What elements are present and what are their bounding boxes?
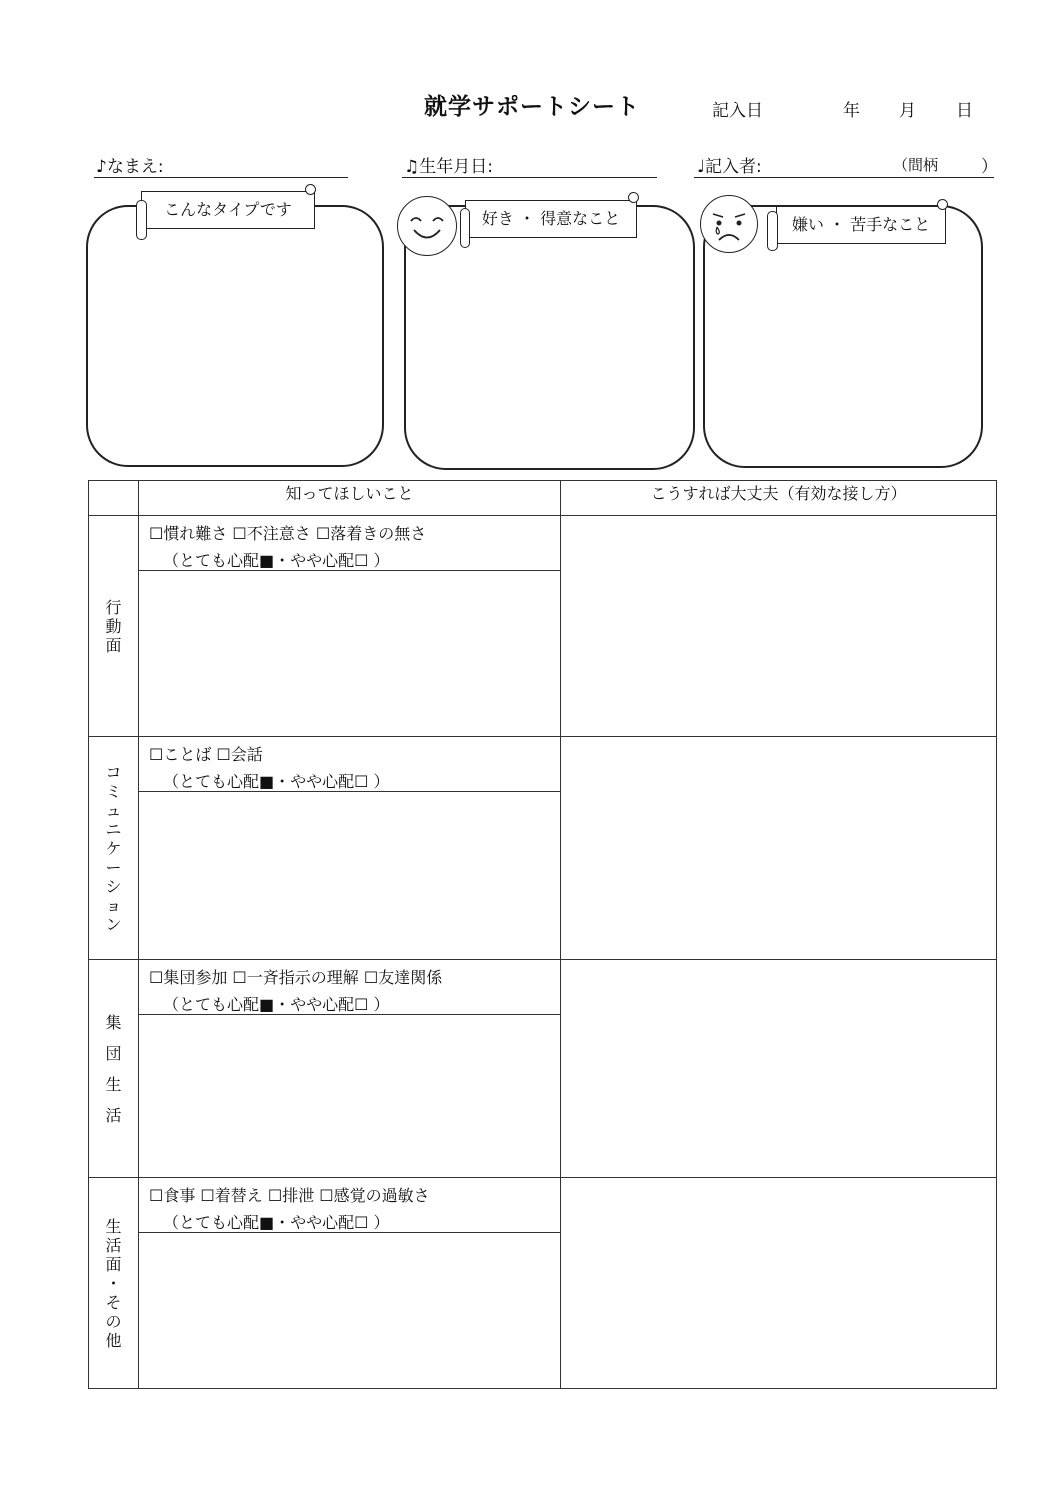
category-char: ョ: [105, 895, 122, 915]
checkbox-options[interactable]: ☐集団参加 ☐一斉指示の理解 ☐友達関係: [149, 968, 443, 987]
category-char: の: [105, 1311, 122, 1331]
worry-level[interactable]: （とても心配■・やや心配☐ ）: [163, 1213, 390, 1232]
sad-face-icon: [700, 195, 758, 253]
table-row: [89, 737, 997, 960]
approach-cell[interactable]: [561, 960, 997, 1178]
category-char: ー: [105, 857, 122, 877]
dislikes-banner-label: 嫌い ・ 苦手なこと: [791, 215, 931, 234]
category-char: 生: [105, 1074, 122, 1094]
category-char: 集: [105, 1012, 122, 1032]
category-char: 他: [105, 1330, 122, 1350]
concern-options[interactable]: [139, 960, 560, 1015]
concern-options[interactable]: [139, 1178, 560, 1233]
concern-cell: [139, 737, 561, 960]
smile-face-icon: [397, 196, 457, 256]
table-row: [89, 516, 997, 737]
concern-cell: [139, 1178, 561, 1389]
category-communication: [89, 737, 139, 960]
category-char: ニ: [105, 819, 122, 839]
checkbox-options[interactable]: ☐慣れ難さ ☐不注意さ ☐落着きの無さ: [149, 524, 427, 543]
type-banner-label: こんなタイプです: [164, 200, 292, 219]
worry-level[interactable]: （とても心配■・やや心配☐ ）: [163, 772, 390, 791]
writer-label: ♩記入者:: [697, 157, 762, 177]
checkbox-options[interactable]: ☐食事 ☐着替え ☐排泄 ☐感覚の過敏さ: [149, 1186, 430, 1205]
relation-label: （間柄: [893, 156, 939, 174]
table-row: [89, 960, 997, 1178]
scroll-left-roll: [767, 211, 778, 251]
scroll-left-roll: [136, 200, 147, 240]
category-char: 団: [105, 1043, 122, 1063]
table-row: [89, 1178, 997, 1389]
category-group-life: [89, 960, 139, 1178]
category-char: 活: [105, 1105, 122, 1125]
category-char: ・: [105, 1273, 122, 1293]
category-behavior: [89, 516, 139, 737]
writer-field-line[interactable]: [694, 177, 994, 178]
category-char: 活: [105, 1235, 122, 1255]
worry-level[interactable]: （とても心配■・やや心配☐ ）: [163, 995, 390, 1014]
concern-cell: [139, 960, 561, 1178]
year-label: 年: [843, 101, 860, 121]
likes-banner-label: 好き ・ 得意なこと: [481, 209, 621, 228]
table-header-row: [89, 481, 997, 516]
name-field-line[interactable]: [94, 177, 348, 178]
header-corner-cell: [89, 481, 139, 516]
category-char: コ: [105, 762, 122, 782]
col2-header: こうすれば大丈夫（有効な接し方）: [561, 481, 997, 516]
scroll-curl-icon: [305, 184, 316, 195]
relation-close: ）: [981, 157, 998, 177]
dislikes-banner: [776, 206, 946, 244]
category-char: ュ: [105, 800, 122, 820]
likes-banner: [465, 200, 637, 238]
day-label: 日: [956, 101, 973, 121]
date-label: 記入日: [712, 101, 763, 121]
checkbox-options[interactable]: ☐ことば ☐会話: [149, 745, 263, 764]
category-char: ン: [105, 914, 122, 934]
scroll-curl-icon: [628, 192, 639, 203]
birth-field-line[interactable]: [402, 177, 657, 178]
category-char: ケ: [105, 838, 122, 858]
approach-cell[interactable]: [561, 516, 997, 737]
category-char: 動: [105, 616, 122, 636]
worry-level[interactable]: （とても心配■・やや心配☐ ）: [163, 551, 390, 570]
month-label: 月: [899, 101, 916, 121]
concern-options[interactable]: [139, 737, 560, 792]
category-char: シ: [105, 876, 122, 896]
category-char: 面: [105, 635, 122, 655]
approach-cell[interactable]: [561, 1178, 997, 1389]
type-banner: [141, 191, 315, 229]
col1-header: 知ってほしいこと: [139, 481, 561, 516]
category-char: 面: [105, 1254, 122, 1274]
support-table: [88, 480, 997, 1389]
page-title: 就学サポートシート: [424, 94, 640, 120]
type-box[interactable]: [86, 205, 384, 467]
category-char: 生: [105, 1216, 122, 1236]
concern-options[interactable]: [139, 516, 560, 571]
birth-label: ♫生年月日:: [404, 157, 493, 177]
category-char: そ: [105, 1292, 122, 1312]
approach-cell[interactable]: [561, 737, 997, 960]
scroll-left-roll: [460, 208, 470, 248]
scroll-curl-icon: [937, 199, 948, 210]
concern-cell: [139, 516, 561, 737]
category-char: 行: [105, 597, 122, 617]
name-label: ♪なまえ:: [96, 157, 164, 177]
category-daily-other: [89, 1178, 139, 1389]
category-char: ミ: [105, 781, 122, 801]
